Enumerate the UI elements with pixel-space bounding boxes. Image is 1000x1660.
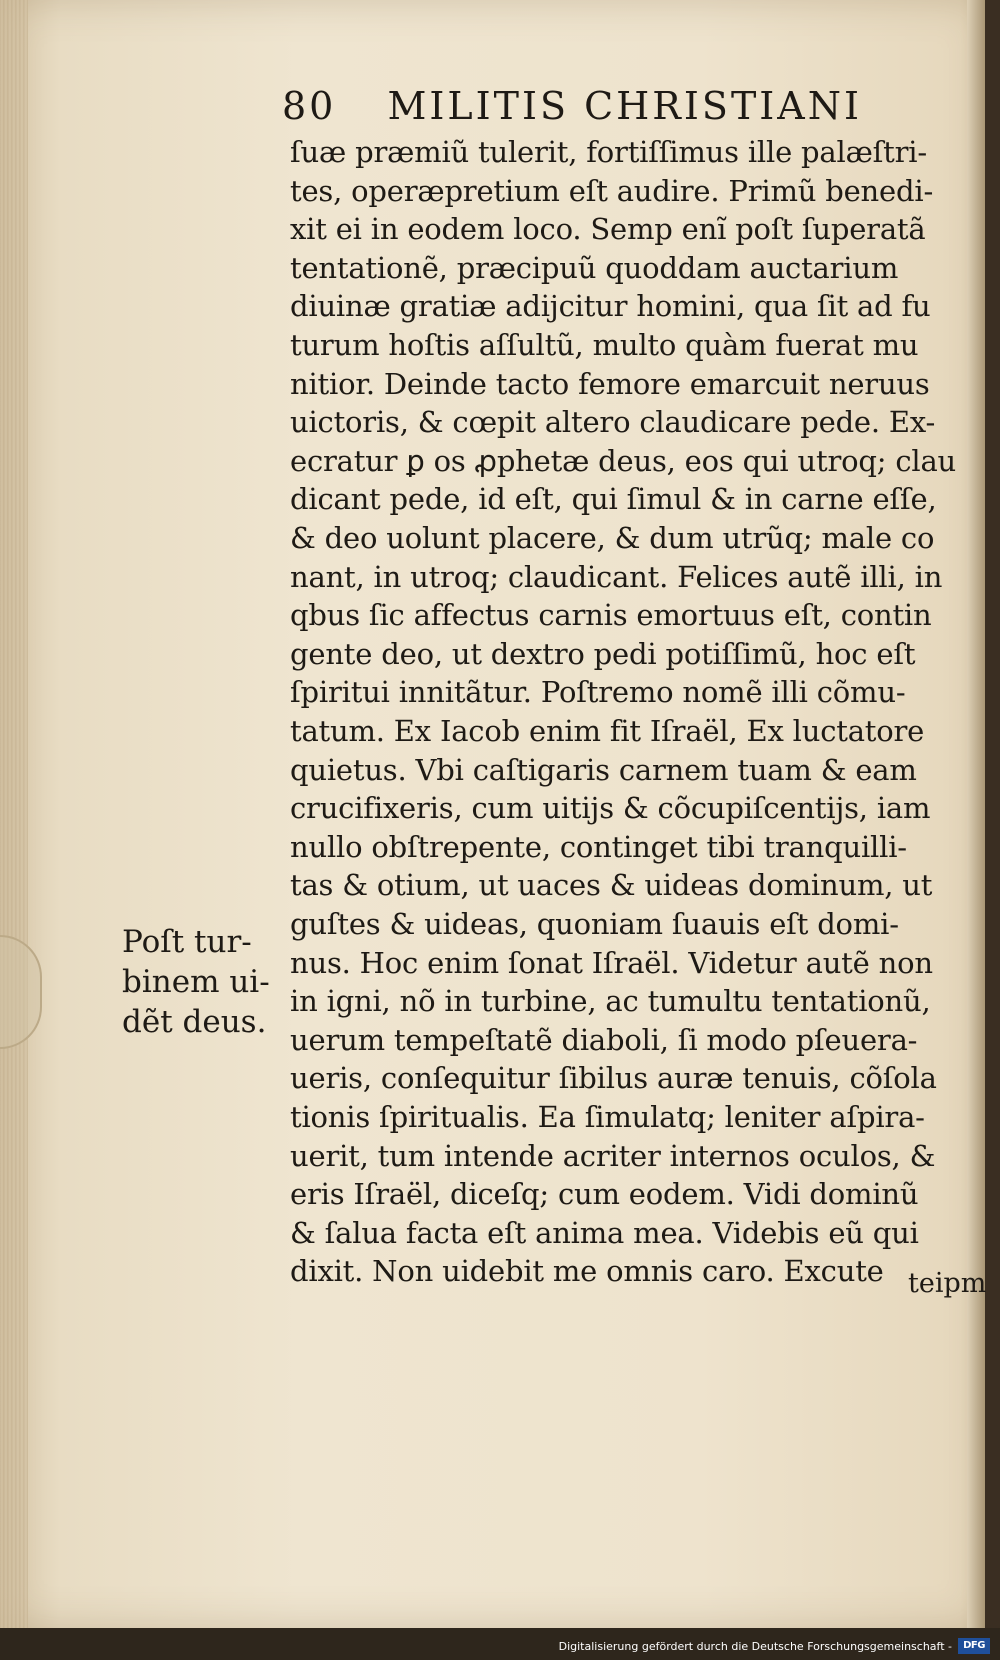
margin-note-line: dẽt deus. <box>122 1004 267 1040</box>
text-line: tas & otium, ut uaces & uideas dominum, ut <box>290 868 933 903</box>
text-line: & deo uolunt placere, & dum utrũq; male co <box>290 521 935 555</box>
text-line: uerit, tum intende acriter internos oculos, & <box>290 1138 936 1173</box>
text-line: tionis ſpiritualis. Ea ſimulatq; leniter aſpira- <box>290 1100 925 1134</box>
text-line: dixit. Non uidebit me omnis caro. Excute <box>290 1254 884 1289</box>
text-line: tatum. Ex Iacob enim fit Iſraël, Ex luctatore <box>290 714 925 748</box>
running-title: MILITIS CHRISTIANI <box>387 84 863 128</box>
margin-note-line: binem ui- <box>122 964 270 1000</box>
text-line: guſtes & uideas, quoniam ſuauis eſt domi- <box>290 907 899 941</box>
text-line: eris Iſraël, diceſq; cum eodem. Vidi dominũ <box>290 1177 919 1212</box>
text-line: ſuæ præmiũ tulerit, fortiſſimus ille palæſtri- <box>290 135 927 169</box>
page-edge-left <box>0 0 28 1628</box>
text-line: dicant pede, id eſt, qui ſimul & in carne eſſe, <box>290 482 937 517</box>
page-number: 80 <box>282 84 337 128</box>
page-clasp-shadow <box>0 935 42 1049</box>
text-line: turum hoſtis aſſultũ, multo quàm fuerat mu <box>290 328 919 362</box>
text-line: uictoris, & cœpit altero claudicare pede. Ex- <box>290 405 936 440</box>
footer-bar <box>0 1628 1000 1660</box>
text-line: uerum tempeſtatẽ diaboli, ſi modo pſeuera- <box>290 1022 918 1057</box>
text-line: tes, operæpretium eſt audire. Primũ benedi- <box>290 173 934 208</box>
text-line: & ſalua facta eſt anima mea. Videbis eũ qui <box>290 1215 919 1250</box>
text-line: tentationẽ, præcipuũ quoddam auctarium <box>290 250 899 285</box>
text-line: gente deo, ut dextro pedi potiſſimũ, hoc eſt <box>290 636 916 671</box>
text-line: in igni, nõ in turbine, ac tumultu tentationũ, <box>290 984 931 1019</box>
text-line: diuinæ gratiæ adijcitur homini, qua ſit ad fu <box>290 289 931 324</box>
text-line: nullo obſtrepente, continget tibi tranquilli- <box>290 829 907 864</box>
margin-note <box>122 922 270 1042</box>
page-edge-right <box>967 0 985 1628</box>
text-line: nus. Hoc enim ſonat Iſraël. Videtur autẽ non <box>290 945 933 980</box>
dfg-logo: DFG <box>958 1638 990 1654</box>
text-line: nant, in utroq; claudicant. Felices autẽ illi, in <box>290 559 943 594</box>
digitization-credit: Digitalisierung gefördert durch die Deutsche Forschungsgemeinschaft - <box>558 1640 952 1653</box>
text-line: ſpiritui innitãtur. Poſtremo nomẽ illi cõmu- <box>290 675 906 710</box>
text-line: ueris, conſequitur ſibilus auræ tenuis, cõſola <box>290 1061 937 1096</box>
text-line: xit ei in eodem loco. Semp enĩ poſt ſuperatã <box>290 212 926 247</box>
text-line: ecratur ꝑ os ꝓphetæ deus, eos qui utroq; clau <box>290 443 957 478</box>
text-line: quietus. Vbi caſtigaris carnem tuam & eam <box>290 752 917 787</box>
catchword: teipm <box>908 1268 987 1299</box>
margin-note-line: Poſt tur- <box>122 924 252 960</box>
text-line: qbus ſic affectus carnis emortuus eſt, contin <box>290 598 932 633</box>
text-line: nitior. Deinde tacto femore emarcuit neruus <box>290 366 930 401</box>
page-header <box>282 84 862 128</box>
text-line: crucifixeris, cum uitijs & cõcupiſcentijs, iam <box>290 791 931 826</box>
